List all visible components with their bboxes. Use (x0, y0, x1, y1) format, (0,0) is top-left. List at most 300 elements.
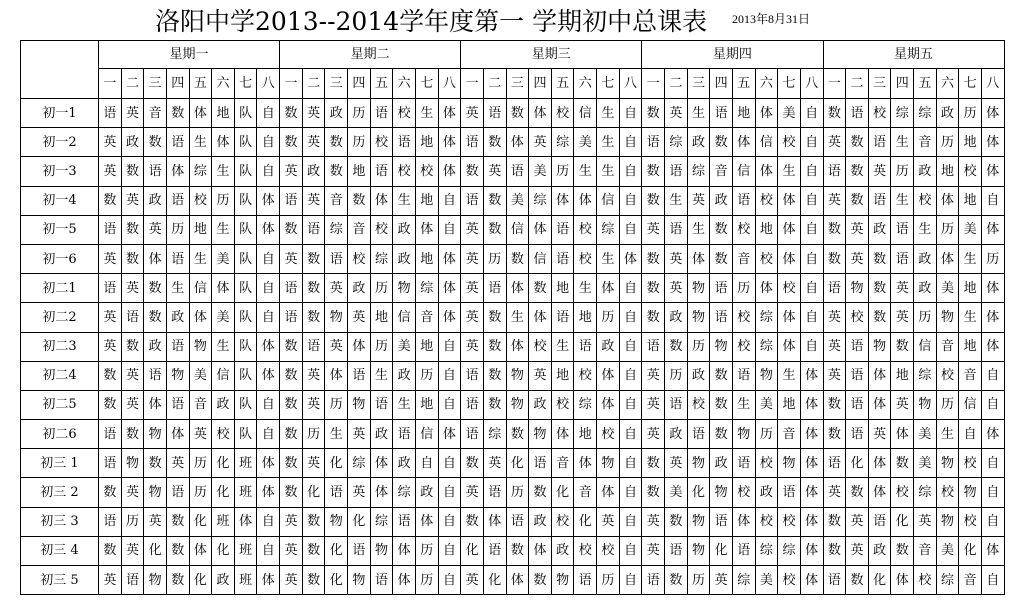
period-header: 七 (959, 69, 982, 99)
subject-cell: 英 (121, 186, 144, 215)
subject-cell: 语 (642, 566, 665, 595)
subject-cell: 化 (461, 536, 484, 565)
period-header: 一 (280, 69, 303, 99)
subject-cell: 语 (483, 536, 506, 565)
subject-cell: 体 (257, 215, 280, 244)
subject-cell: 音 (415, 303, 438, 332)
subject-cell: 物 (325, 303, 348, 332)
subject-cell: 体 (778, 244, 801, 273)
subject-cell: 体 (687, 244, 710, 273)
subject-cell: 语 (665, 390, 688, 419)
subject-cell: 语 (121, 566, 144, 595)
class-label: 初一4 (21, 186, 99, 215)
subject-cell: 物 (370, 536, 393, 565)
subject-cell: 英 (687, 186, 710, 215)
subject-cell: 数 (325, 157, 348, 186)
subject-cell: 自 (981, 361, 1004, 390)
subject-cell: 英 (642, 420, 665, 449)
subject-cell: 生 (959, 244, 982, 273)
subject-cell: 英 (302, 128, 325, 157)
subject-cell: 英 (280, 244, 303, 273)
subject-cell: 语 (166, 478, 189, 507)
subject-cell: 英 (846, 244, 869, 273)
subject-cell: 体 (800, 390, 823, 419)
subject-cell: 队 (234, 215, 257, 244)
subject-cell: 体 (800, 361, 823, 390)
period-header: 三 (687, 69, 710, 99)
subject-cell: 信 (212, 361, 235, 390)
subject-cell: 队 (234, 361, 257, 390)
subject-cell: 语 (868, 186, 891, 215)
subject-cell: 物 (529, 420, 552, 449)
subject-cell: 数 (280, 215, 303, 244)
subject-cell: 数 (121, 157, 144, 186)
subject-cell: 班 (234, 478, 257, 507)
subject-cell: 语 (370, 390, 393, 419)
subject-cell: 数 (144, 449, 167, 478)
subject-cell: 自 (257, 390, 280, 419)
subject-cell: 体 (574, 186, 597, 215)
subject-cell: 校 (755, 244, 778, 273)
subject-cell: 历 (166, 215, 189, 244)
subject-cell: 美 (212, 303, 235, 332)
period-header: 七 (415, 69, 438, 99)
subject-cell: 自 (619, 390, 642, 419)
period-header: 四 (166, 69, 189, 99)
subject-cell: 体 (981, 536, 1004, 565)
subject-cell: 英 (461, 215, 484, 244)
subject-cell: 语 (665, 215, 688, 244)
subject-cell: 生 (393, 390, 416, 419)
table-row (21, 332, 1005, 361)
subject-cell: 自 (257, 420, 280, 449)
period-header: 二 (483, 69, 506, 99)
subject-cell: 语 (710, 99, 733, 128)
subject-cell: 历 (755, 420, 778, 449)
subject-cell: 数 (144, 128, 167, 157)
subject-cell: 历 (687, 332, 710, 361)
subject-cell: 英 (665, 99, 688, 128)
subject-cell: 体 (981, 303, 1004, 332)
subject-cell: 英 (302, 361, 325, 390)
subject-cell: 数 (665, 566, 688, 595)
subject-cell: 英 (642, 507, 665, 536)
subject-cell: 英 (348, 303, 371, 332)
subject-cell: 校 (348, 244, 371, 273)
subject-cell: 综 (189, 157, 212, 186)
subject-cell: 语 (642, 332, 665, 361)
subject-cell: 体 (529, 536, 552, 565)
table-row (21, 303, 1005, 332)
subject-cell: 综 (348, 449, 371, 478)
subject-cell: 英 (846, 507, 869, 536)
subject-cell: 综 (755, 303, 778, 332)
subject-cell: 生 (597, 128, 620, 157)
subject-cell: 语 (461, 361, 484, 390)
subject-cell: 物 (687, 536, 710, 565)
subject-cell: 政 (665, 420, 688, 449)
subject-cell: 地 (959, 274, 982, 303)
subject-cell: 英 (302, 99, 325, 128)
subject-cell: 自 (438, 566, 461, 595)
subject-cell: 英 (461, 332, 484, 361)
period-header: 四 (891, 69, 914, 99)
subject-cell: 数 (506, 99, 529, 128)
subject-cell: 美 (755, 566, 778, 595)
subject-cell: 体 (212, 128, 235, 157)
subject-cell: 地 (415, 186, 438, 215)
subject-cell: 历 (189, 449, 212, 478)
subject-cell: 地 (348, 157, 371, 186)
subject-cell: 化 (325, 536, 348, 565)
subject-cell: 体 (529, 303, 552, 332)
class-label: 初一5 (21, 215, 99, 244)
subject-cell: 政 (914, 244, 937, 273)
subject-cell: 体 (800, 507, 823, 536)
subject-cell: 综 (325, 215, 348, 244)
subject-cell: 体 (166, 157, 189, 186)
subject-cell: 体 (778, 332, 801, 361)
subject-cell: 语 (574, 332, 597, 361)
subject-cell: 校 (551, 507, 574, 536)
subject-cell: 体 (800, 420, 823, 449)
subject-cell: 英 (348, 420, 371, 449)
subject-cell: 体 (529, 215, 552, 244)
subject-cell: 地 (212, 99, 235, 128)
subject-cell: 物 (868, 332, 891, 361)
subject-cell: 综 (483, 420, 506, 449)
subject-cell: 数 (642, 478, 665, 507)
subject-cell: 英 (891, 274, 914, 303)
period-header: 六 (755, 69, 778, 99)
subject-cell: 英 (302, 449, 325, 478)
class-label: 初二1 (21, 274, 99, 303)
subject-cell: 音 (936, 332, 959, 361)
subject-cell: 体 (370, 449, 393, 478)
subject-cell: 美 (393, 332, 416, 361)
subject-cell: 英 (99, 566, 122, 595)
subject-cell: 物 (348, 566, 371, 595)
subject-cell: 语 (687, 420, 710, 449)
subject-cell: 体 (234, 507, 257, 536)
subject-cell: 语 (732, 536, 755, 565)
subject-cell: 英 (121, 390, 144, 419)
subject-cell: 自 (800, 332, 823, 361)
subject-cell: 数 (166, 507, 189, 536)
subject-cell: 物 (393, 274, 416, 303)
subject-cell: 化 (212, 536, 235, 565)
subject-cell: 化 (302, 478, 325, 507)
subject-cell: 体 (438, 128, 461, 157)
subject-cell: 语 (823, 157, 846, 186)
subject-cell: 生 (415, 99, 438, 128)
subject-cell: 综 (370, 244, 393, 273)
subject-cell: 自 (619, 186, 642, 215)
subject-cell: 音 (189, 390, 212, 419)
period-header: 三 (868, 69, 891, 99)
subject-cell: 自 (800, 128, 823, 157)
class-label: 初一1 (21, 99, 99, 128)
subject-cell: 生 (891, 128, 914, 157)
subject-cell: 语 (121, 303, 144, 332)
subject-cell: 队 (234, 274, 257, 303)
subject-cell: 英 (529, 361, 552, 390)
subject-cell: 自 (981, 478, 1004, 507)
subject-cell: 音 (710, 157, 733, 186)
subject-cell: 政 (551, 536, 574, 565)
subject-cell: 校 (778, 566, 801, 595)
subject-cell: 语 (144, 361, 167, 390)
subject-cell: 校 (574, 244, 597, 273)
period-header: 三 (325, 69, 348, 99)
subject-cell: 语 (370, 566, 393, 595)
subject-cell: 历 (981, 244, 1004, 273)
subject-cell: 校 (687, 390, 710, 419)
subject-cell: 自 (981, 566, 1004, 595)
period-header: 一 (99, 69, 122, 99)
subject-cell: 自 (438, 215, 461, 244)
subject-cell: 自 (800, 186, 823, 215)
table-row (21, 186, 1005, 215)
subject-cell: 地 (370, 303, 393, 332)
subject-cell: 物 (687, 449, 710, 478)
subject-cell: 校 (936, 478, 959, 507)
subject-cell: 语 (99, 274, 122, 303)
subject-cell: 自 (800, 215, 823, 244)
subject-cell: 数 (846, 186, 869, 215)
subject-cell: 英 (642, 215, 665, 244)
subject-cell: 数 (642, 157, 665, 186)
subject-cell: 体 (189, 536, 212, 565)
subject-cell: 英 (597, 507, 620, 536)
subject-cell: 地 (551, 361, 574, 390)
subject-cell: 生 (574, 157, 597, 186)
subject-cell: 物 (348, 390, 371, 419)
subject-cell: 音 (325, 186, 348, 215)
subject-cell: 语 (370, 99, 393, 128)
subject-cell: 政 (914, 274, 937, 303)
subject-cell: 生 (506, 303, 529, 332)
subject-cell: 自 (257, 244, 280, 273)
subject-cell: 体 (438, 157, 461, 186)
subject-cell: 语 (732, 186, 755, 215)
subject-cell: 历 (370, 274, 393, 303)
subject-cell: 体 (166, 420, 189, 449)
subject-cell: 校 (755, 449, 778, 478)
subject-cell: 美 (959, 215, 982, 244)
subject-cell: 综 (755, 332, 778, 361)
subject-cell: 生 (936, 420, 959, 449)
class-label: 初二3 (21, 332, 99, 361)
subject-cell: 体 (257, 186, 280, 215)
period-header: 七 (597, 69, 620, 99)
subject-cell: 历 (415, 566, 438, 595)
subject-cell: 数 (868, 274, 891, 303)
subject-cell: 体 (732, 128, 755, 157)
subject-cell: 语 (710, 274, 733, 303)
class-label: 初一2 (21, 128, 99, 157)
subject-cell: 地 (936, 157, 959, 186)
subject-cell: 生 (732, 390, 755, 419)
subject-cell: 政 (415, 478, 438, 507)
subject-cell: 数 (461, 507, 484, 536)
subject-cell: 数 (642, 244, 665, 273)
corner-cell (21, 41, 99, 99)
subject-cell: 自 (415, 449, 438, 478)
subject-cell: 自 (800, 303, 823, 332)
subject-cell: 音 (551, 449, 574, 478)
subject-cell: 语 (99, 420, 122, 449)
subject-cell: 数 (483, 215, 506, 244)
subject-cell: 语 (710, 303, 733, 332)
subject-cell: 语 (483, 274, 506, 303)
subject-cell: 自 (438, 186, 461, 215)
subject-cell: 数 (891, 536, 914, 565)
subject-cell: 数 (710, 390, 733, 419)
subject-cell: 化 (551, 478, 574, 507)
subject-cell: 体 (257, 332, 280, 361)
subject-cell: 语 (99, 99, 122, 128)
subject-cell: 物 (778, 449, 801, 478)
subject-cell: 自 (619, 566, 642, 595)
subject-cell: 音 (914, 128, 937, 157)
subject-cell: 政 (348, 274, 371, 303)
class-label: 初二2 (21, 303, 99, 332)
subject-cell: 英 (302, 186, 325, 215)
period-header: 五 (189, 69, 212, 99)
subject-cell: 数 (642, 303, 665, 332)
subject-cell: 自 (981, 390, 1004, 419)
subject-cell: 政 (755, 478, 778, 507)
subject-cell: 体 (868, 449, 891, 478)
day-header: 星期二 (280, 41, 461, 69)
subject-cell: 校 (529, 332, 552, 361)
subject-cell: 队 (234, 157, 257, 186)
subject-cell: 自 (619, 215, 642, 244)
subject-cell: 数 (823, 390, 846, 419)
period-header: 六 (574, 69, 597, 99)
subject-cell: 语 (280, 274, 303, 303)
subject-cell: 生 (778, 157, 801, 186)
subject-cell: 语 (99, 507, 122, 536)
subject-cell: 体 (506, 128, 529, 157)
subject-cell: 语 (778, 478, 801, 507)
subject-cell: 信 (732, 157, 755, 186)
subject-cell: 数 (846, 128, 869, 157)
subject-cell: 自 (619, 274, 642, 303)
subject-cell: 美 (529, 157, 552, 186)
subject-cell: 自 (257, 99, 280, 128)
subject-cell: 生 (597, 99, 620, 128)
subject-cell: 美 (755, 390, 778, 419)
subject-cell: 数 (280, 478, 303, 507)
subject-cell: 数 (302, 244, 325, 273)
period-header: 三 (506, 69, 529, 99)
subject-cell: 英 (189, 420, 212, 449)
subject-cell: 体 (438, 99, 461, 128)
subject-cell: 体 (415, 507, 438, 536)
period-header: 七 (778, 69, 801, 99)
subject-cell: 综 (665, 128, 688, 157)
subject-cell: 音 (959, 566, 982, 595)
subject-cell: 语 (348, 536, 371, 565)
subject-cell: 语 (393, 420, 416, 449)
period-header: 五 (914, 69, 937, 99)
subject-cell: 校 (732, 215, 755, 244)
subject-cell: 历 (415, 361, 438, 390)
subject-cell: 体 (415, 215, 438, 244)
class-label: 初三 1 (21, 449, 99, 478)
subject-cell: 生 (574, 274, 597, 303)
subject-cell: 数 (642, 99, 665, 128)
subject-cell: 历 (687, 566, 710, 595)
subject-cell: 语 (461, 128, 484, 157)
subject-cell: 英 (483, 449, 506, 478)
subject-cell: 体 (755, 99, 778, 128)
subject-cell: 历 (370, 332, 393, 361)
subject-cell: 体 (981, 99, 1004, 128)
subject-cell: 生 (212, 157, 235, 186)
subject-cell: 英 (823, 332, 846, 361)
subject-cell: 自 (619, 332, 642, 361)
subject-cell: 地 (732, 99, 755, 128)
subject-cell: 生 (665, 186, 688, 215)
subject-cell: 信 (529, 244, 552, 273)
subject-cell: 校 (778, 128, 801, 157)
subject-cell: 英 (461, 303, 484, 332)
subject-cell: 地 (551, 274, 574, 303)
subject-cell: 历 (325, 390, 348, 419)
period-header: 六 (212, 69, 235, 99)
class-label: 初一3 (21, 157, 99, 186)
subject-cell: 生 (393, 186, 416, 215)
period-header: 八 (619, 69, 642, 99)
period-header: 八 (981, 69, 1004, 99)
subject-cell: 语 (483, 99, 506, 128)
table-row (21, 244, 1005, 273)
subject-cell: 信 (959, 390, 982, 419)
subject-cell: 体 (348, 332, 371, 361)
subject-cell: 校 (370, 215, 393, 244)
subject-cell: 数 (846, 157, 869, 186)
subject-cell: 数 (710, 215, 733, 244)
subject-cell: 英 (280, 536, 303, 565)
subject-cell: 化 (868, 566, 891, 595)
subject-cell: 生 (778, 361, 801, 390)
subject-cell: 语 (823, 274, 846, 303)
subject-cell: 自 (257, 274, 280, 303)
subject-cell: 数 (144, 274, 167, 303)
subject-cell: 英 (166, 449, 189, 478)
subject-cell: 物 (687, 303, 710, 332)
subject-cell: 信 (914, 332, 937, 361)
subject-cell: 语 (891, 215, 914, 244)
subject-cell: 英 (144, 215, 167, 244)
subject-cell: 队 (234, 420, 257, 449)
subject-cell: 物 (710, 332, 733, 361)
subject-cell: 数 (483, 303, 506, 332)
subject-cell: 数 (710, 361, 733, 390)
subject-cell: 队 (234, 99, 257, 128)
subject-cell: 体 (981, 128, 1004, 157)
subject-cell: 班 (234, 566, 257, 595)
subject-cell: 物 (732, 420, 755, 449)
day-header: 星期一 (99, 41, 280, 69)
subject-cell: 数 (99, 361, 122, 390)
subject-cell: 数 (302, 536, 325, 565)
subject-cell: 校 (574, 361, 597, 390)
subject-cell: 英 (461, 478, 484, 507)
